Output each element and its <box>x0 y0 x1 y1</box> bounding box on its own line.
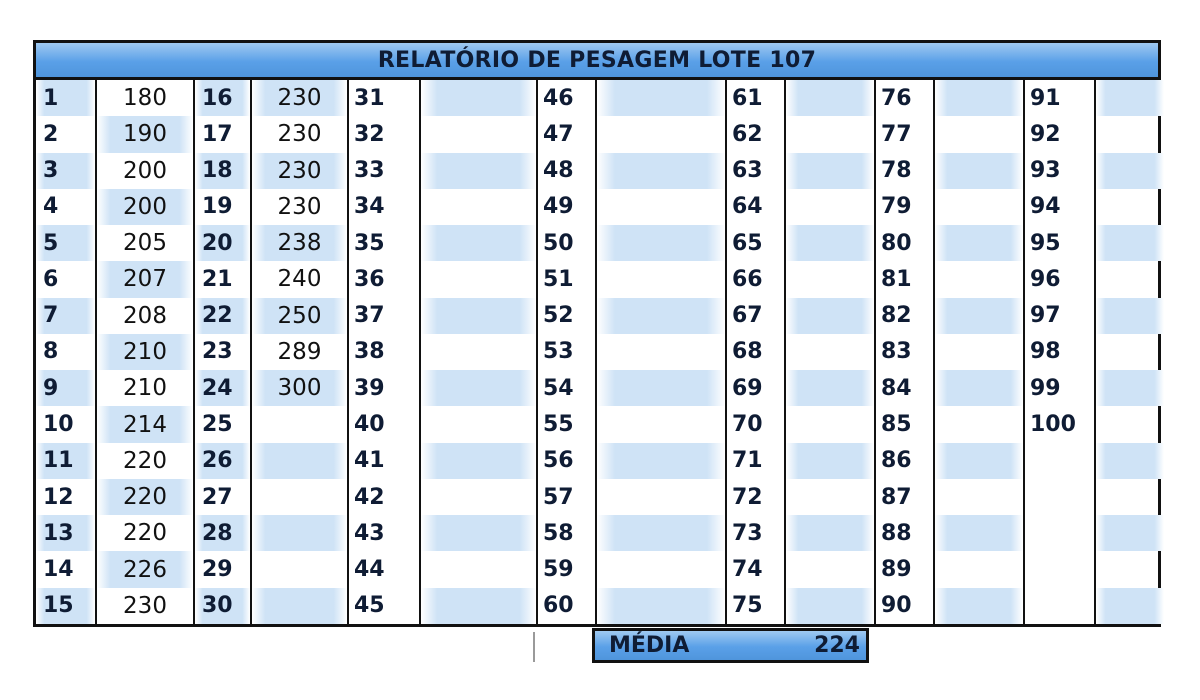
row-index: 24 <box>193 370 250 406</box>
index-cell <box>347 479 536 515</box>
weight-value: 289 <box>250 334 347 370</box>
weight-value-empty <box>595 334 725 370</box>
row-index: 66 <box>732 266 763 292</box>
weight-value-empty <box>595 588 725 624</box>
weight-value <box>250 515 347 551</box>
row-index: 94 <box>1030 194 1061 220</box>
weight-value <box>250 406 347 442</box>
row-index: 75 <box>732 593 763 619</box>
row-index: 42 <box>354 484 385 510</box>
index-cell <box>1023 370 1164 406</box>
index-cell <box>347 116 536 152</box>
weight-value-empty <box>595 370 725 406</box>
index-cell <box>874 406 1023 442</box>
weight-value: 230 <box>250 153 347 189</box>
weight-value-empty <box>595 116 725 152</box>
average-label: MÉDIA <box>609 633 690 658</box>
row-index: 63 <box>732 158 763 184</box>
weight-value: 205 <box>95 225 193 261</box>
index-cell <box>536 443 725 479</box>
weight-value-empty <box>595 80 725 116</box>
row-index: 68 <box>732 339 763 365</box>
row-index: 8 <box>43 339 59 365</box>
row-index: 15 <box>36 588 95 624</box>
weight-value-empty <box>1094 551 1164 587</box>
weight-value-empty <box>933 189 1023 225</box>
weight-value-empty <box>1094 479 1164 515</box>
row-index: 50 <box>543 230 574 256</box>
weight-value-empty <box>419 515 536 551</box>
average-value: 224 <box>814 633 860 658</box>
row-index <box>1025 551 1030 587</box>
index-cell <box>1023 80 1164 116</box>
row-index: 98 <box>1030 339 1061 365</box>
weight-value-empty <box>419 406 536 442</box>
index-cell <box>874 334 1023 370</box>
weight-value-empty <box>784 370 874 406</box>
row-index: 28 <box>193 515 250 551</box>
index-cell <box>1023 261 1164 297</box>
row-index: 26 <box>193 443 250 479</box>
row-index: 10 <box>43 412 74 438</box>
index-cell <box>1023 551 1164 587</box>
row-index: 32 <box>354 121 385 147</box>
row-index: 52 <box>543 303 574 329</box>
weight-value-empty <box>419 551 536 587</box>
weight-value-empty <box>933 298 1023 334</box>
row-index: 25 <box>193 406 250 442</box>
weight-value-empty <box>595 479 725 515</box>
weight-value-empty <box>933 334 1023 370</box>
row-index: 2 <box>43 121 59 147</box>
index-cell <box>874 116 1023 152</box>
row-index: 30 <box>193 588 250 624</box>
index-cell <box>1023 334 1164 370</box>
index-cell <box>536 406 725 442</box>
row-index: 27 <box>193 479 250 515</box>
row-index: 99 <box>1030 375 1061 401</box>
row-index: 34 <box>354 194 385 220</box>
index-cell <box>725 370 874 406</box>
weight-value: 230 <box>95 588 193 624</box>
weight-value-empty <box>419 189 536 225</box>
index-cell <box>347 334 536 370</box>
weight-value-empty <box>1094 80 1164 116</box>
row-index: 39 <box>354 375 385 401</box>
index-cell <box>1023 189 1164 225</box>
index-cell <box>725 551 874 587</box>
row-index: 88 <box>881 520 912 546</box>
weight-value-empty <box>784 406 874 442</box>
weight-value-empty <box>1094 443 1164 479</box>
weight-value: 230 <box>250 189 347 225</box>
weight-value-empty <box>1094 298 1164 334</box>
row-index <box>1025 479 1030 515</box>
row-index: 13 <box>36 515 95 551</box>
row-index <box>1025 588 1030 624</box>
index-cell <box>1023 406 1164 442</box>
row-index <box>1025 515 1030 551</box>
weight-value: 220 <box>95 443 193 479</box>
row-index: 45 <box>354 593 385 619</box>
weight-value: 208 <box>95 298 193 334</box>
weight-value-empty <box>784 153 874 189</box>
index-cell <box>536 370 725 406</box>
row-index: 62 <box>732 121 763 147</box>
weight-value-empty <box>595 515 725 551</box>
index-cell <box>1023 479 1164 515</box>
row-index: 74 <box>732 557 763 583</box>
weight-value-empty <box>419 80 536 116</box>
weight-value: 230 <box>250 80 347 116</box>
weight-value: 180 <box>95 80 193 116</box>
row-index: 18 <box>193 153 250 189</box>
index-cell <box>347 225 536 261</box>
index-cell <box>874 479 1023 515</box>
row-index: 58 <box>543 520 574 546</box>
row-index: 81 <box>881 266 912 292</box>
index-cell <box>725 225 874 261</box>
row-index: 44 <box>354 557 385 583</box>
weight-value-empty <box>1094 406 1164 442</box>
weight-value: 230 <box>250 116 347 152</box>
index-cell <box>1023 116 1164 152</box>
index-cell <box>725 479 874 515</box>
weight-value <box>250 479 347 515</box>
row-index: 12 <box>43 484 74 510</box>
weight-value-empty <box>419 370 536 406</box>
index-cell <box>1023 443 1164 479</box>
index-cell <box>725 261 874 297</box>
row-index: 11 <box>36 443 95 479</box>
row-index: 33 <box>354 158 385 184</box>
row-index: 86 <box>881 448 912 474</box>
index-cell <box>874 515 1023 551</box>
row-index: 20 <box>193 225 250 261</box>
index-cell <box>725 116 874 152</box>
weight-value-empty <box>1094 116 1164 152</box>
weight-value <box>250 551 347 587</box>
weight-value-empty <box>1094 225 1164 261</box>
row-index: 57 <box>543 484 574 510</box>
weight-value: 250 <box>250 298 347 334</box>
row-index: 51 <box>543 266 574 292</box>
weight-value-empty <box>419 261 536 297</box>
index-cell <box>347 406 536 442</box>
weight-value: 190 <box>95 116 193 152</box>
row-index: 41 <box>354 448 385 474</box>
index-cell <box>725 189 874 225</box>
index-cell <box>874 80 1023 116</box>
index-cell <box>725 80 874 116</box>
weight-value: 200 <box>95 189 193 225</box>
weight-value-empty <box>784 334 874 370</box>
row-index <box>1025 443 1030 479</box>
row-index: 78 <box>881 158 912 184</box>
row-index: 16 <box>193 80 250 116</box>
index-cell <box>536 153 725 189</box>
row-index: 5 <box>36 225 95 261</box>
index-cell <box>347 443 536 479</box>
index-cell <box>347 588 536 624</box>
index-cell <box>347 370 536 406</box>
row-index: 93 <box>1030 158 1061 184</box>
row-index: 70 <box>732 412 763 438</box>
weight-value-empty <box>933 225 1023 261</box>
index-cell <box>536 261 725 297</box>
weight-value-empty <box>933 153 1023 189</box>
index-cell <box>536 225 725 261</box>
index-cell <box>347 189 536 225</box>
weight-value-empty <box>419 116 536 152</box>
weights-grid <box>36 80 1158 624</box>
weight-value-empty <box>784 225 874 261</box>
row-index: 6 <box>43 266 59 292</box>
index-cell <box>874 370 1023 406</box>
row-index: 91 <box>1030 85 1061 111</box>
weight-value: 214 <box>95 406 193 442</box>
weight-value <box>250 443 347 479</box>
row-index: 21 <box>193 261 250 297</box>
row-index: 14 <box>43 557 74 583</box>
row-index: 65 <box>732 230 763 256</box>
average-box <box>592 628 869 663</box>
row-index: 55 <box>543 412 574 438</box>
row-index: 85 <box>881 412 912 438</box>
row-index: 89 <box>881 557 912 583</box>
weight-value-empty <box>1094 189 1164 225</box>
index-cell <box>536 515 725 551</box>
row-index: 37 <box>354 303 385 329</box>
row-index: 67 <box>732 303 763 329</box>
row-index: 79 <box>881 194 912 220</box>
index-cell <box>874 551 1023 587</box>
weight-value-empty <box>595 189 725 225</box>
weight-value-empty <box>419 443 536 479</box>
index-cell <box>874 443 1023 479</box>
weight-value-empty <box>419 588 536 624</box>
row-index: 84 <box>881 375 912 401</box>
row-index: 80 <box>881 230 912 256</box>
row-index: 69 <box>732 375 763 401</box>
row-index: 95 <box>1030 230 1061 256</box>
weight-value-empty <box>933 479 1023 515</box>
row-index: 4 <box>43 194 59 220</box>
index-cell <box>1023 588 1164 624</box>
index-cell <box>536 588 725 624</box>
row-index: 46 <box>543 85 574 111</box>
row-index: 38 <box>354 339 385 365</box>
weight-value: 238 <box>250 225 347 261</box>
weight-value-empty <box>1094 153 1164 189</box>
weight-value-empty <box>1094 261 1164 297</box>
weight-value-empty <box>1094 588 1164 624</box>
weight-value-empty <box>784 479 874 515</box>
weight-value-empty <box>784 116 874 152</box>
weight-value-empty <box>933 116 1023 152</box>
weight-value: 200 <box>95 153 193 189</box>
row-index: 59 <box>543 557 574 583</box>
row-index: 47 <box>543 121 574 147</box>
weight-value-empty <box>784 588 874 624</box>
weight-value-empty <box>1094 334 1164 370</box>
weight-value-empty <box>1094 370 1164 406</box>
row-index: 9 <box>36 370 95 406</box>
weight-value-empty <box>933 261 1023 297</box>
weight-value: 210 <box>95 370 193 406</box>
weight-value-empty <box>784 551 874 587</box>
weight-value <box>250 588 347 624</box>
row-index: 71 <box>732 448 763 474</box>
row-index: 43 <box>354 520 385 546</box>
weight-value-empty <box>784 261 874 297</box>
index-cell <box>536 298 725 334</box>
weight-value-empty <box>933 406 1023 442</box>
row-index: 49 <box>543 194 574 220</box>
weight-value-empty <box>784 189 874 225</box>
index-cell <box>874 588 1023 624</box>
weight-value: 207 <box>95 261 193 297</box>
weight-value-empty <box>1094 515 1164 551</box>
index-cell <box>725 298 874 334</box>
weight-value-empty <box>595 298 725 334</box>
index-cell <box>874 225 1023 261</box>
weight-value-empty <box>419 479 536 515</box>
weight-value-empty <box>419 225 536 261</box>
row-index: 53 <box>543 339 574 365</box>
index-cell <box>1023 153 1164 189</box>
weight-value: 220 <box>95 479 193 515</box>
index-cell <box>725 334 874 370</box>
weight-value: 210 <box>95 334 193 370</box>
row-index: 35 <box>354 230 385 256</box>
row-index: 7 <box>36 298 95 334</box>
row-index: 72 <box>732 484 763 510</box>
index-cell <box>347 80 536 116</box>
row-index: 3 <box>36 153 95 189</box>
index-cell <box>1023 225 1164 261</box>
weight-value-empty <box>595 406 725 442</box>
weight-value-empty <box>933 443 1023 479</box>
row-index: 61 <box>732 85 763 111</box>
weight-value: 220 <box>95 515 193 551</box>
weight-value-empty <box>784 515 874 551</box>
index-cell <box>1023 298 1164 334</box>
index-cell <box>347 153 536 189</box>
row-index: 29 <box>193 551 250 587</box>
index-cell <box>874 153 1023 189</box>
index-cell <box>347 551 536 587</box>
row-index: 56 <box>543 448 574 474</box>
index-cell <box>347 515 536 551</box>
weight-value-empty <box>933 588 1023 624</box>
index-cell <box>536 189 725 225</box>
row-index: 22 <box>193 298 250 334</box>
weight-value-empty <box>933 551 1023 587</box>
weight-value-empty <box>595 551 725 587</box>
weight-value-empty <box>933 80 1023 116</box>
index-cell <box>725 515 874 551</box>
weight-value: 240 <box>250 261 347 297</box>
index-cell <box>536 551 725 587</box>
weight-value: 300 <box>250 370 347 406</box>
row-index: 31 <box>354 85 385 111</box>
weight-value-empty <box>933 370 1023 406</box>
index-cell <box>874 298 1023 334</box>
weight-value-empty <box>595 153 725 189</box>
index-cell <box>536 80 725 116</box>
row-index: 36 <box>354 266 385 292</box>
row-index: 100 <box>1030 412 1076 438</box>
row-index: 97 <box>1030 303 1061 329</box>
row-index: 64 <box>732 194 763 220</box>
index-cell <box>1023 515 1164 551</box>
weight-value-empty <box>784 298 874 334</box>
row-index: 76 <box>881 85 912 111</box>
row-index: 19 <box>193 189 250 225</box>
row-index: 60 <box>543 593 574 619</box>
row-index: 48 <box>543 158 574 184</box>
weight-value-empty <box>784 80 874 116</box>
row-index: 17 <box>193 116 250 152</box>
weight-value: 226 <box>95 551 193 587</box>
weight-value-empty <box>419 334 536 370</box>
weight-value-empty <box>419 298 536 334</box>
weight-value-empty <box>595 261 725 297</box>
index-cell <box>347 298 536 334</box>
index-cell <box>725 443 874 479</box>
index-cell <box>725 153 874 189</box>
row-index: 96 <box>1030 266 1061 292</box>
divider-mark <box>533 632 535 662</box>
index-cell <box>725 406 874 442</box>
index-cell <box>536 116 725 152</box>
row-index: 87 <box>881 484 912 510</box>
row-index: 54 <box>543 375 574 401</box>
row-index: 83 <box>881 339 912 365</box>
weight-value-empty <box>419 153 536 189</box>
row-index: 23 <box>193 334 250 370</box>
weighing-report-table <box>33 40 1161 627</box>
index-cell <box>874 189 1023 225</box>
index-cell <box>347 261 536 297</box>
weight-value-empty <box>595 443 725 479</box>
weight-value-empty <box>784 443 874 479</box>
index-cell <box>536 334 725 370</box>
index-cell <box>725 588 874 624</box>
row-index: 82 <box>881 303 912 329</box>
row-index: 1 <box>36 80 95 116</box>
row-index: 73 <box>732 520 763 546</box>
row-index: 77 <box>881 121 912 147</box>
weight-value-empty <box>595 225 725 261</box>
index-cell <box>536 479 725 515</box>
row-index: 40 <box>354 412 385 438</box>
weight-value-empty <box>933 515 1023 551</box>
report-title: RELATÓRIO DE PESAGEM LOTE 107 <box>36 43 1158 80</box>
index-cell <box>874 261 1023 297</box>
row-index: 90 <box>881 593 912 619</box>
row-index: 92 <box>1030 121 1061 147</box>
